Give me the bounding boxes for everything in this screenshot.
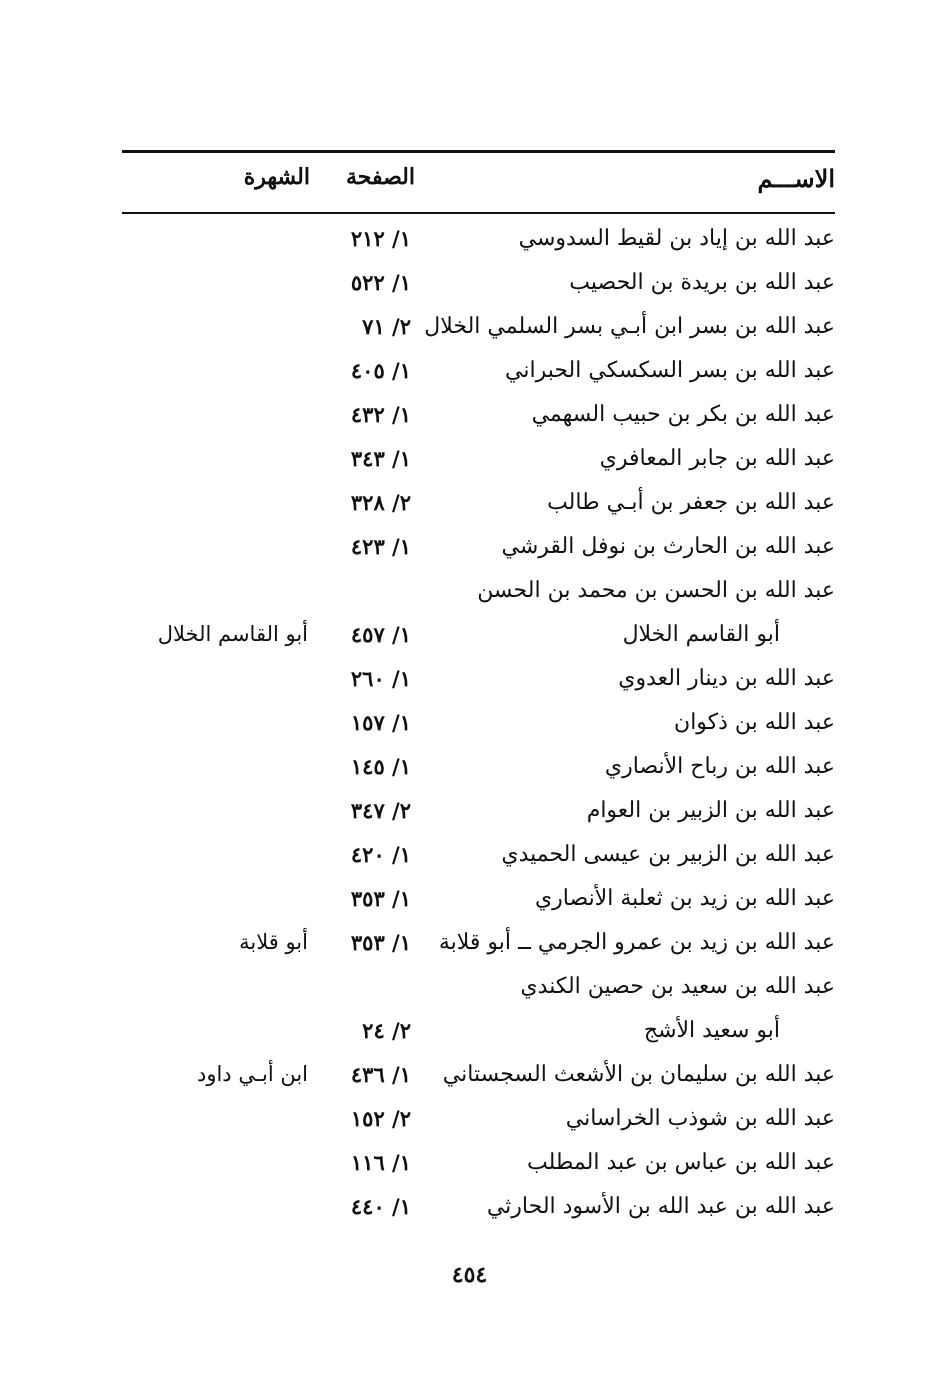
table-top-rule [122,150,835,153]
header-fame: الشهرة [243,164,310,190]
entry-name: عبد الله بن جعفر بن أبـي طالب [547,490,835,515]
entry-page: ٢/ ٧١ [362,314,411,339]
entry-name: عبد الله بن سعيد بن حصين الكندي [520,974,835,999]
entry-name: عبد الله بن ذكوان [674,710,835,735]
entry-page: ٢/ ١٥٢ [350,1106,411,1131]
entry-fame: أبو القاسم الخلال [157,622,308,646]
entry-page: ١/ ٤٣٢ [350,402,411,427]
table-row [122,1100,835,1144]
table-row [122,836,835,880]
table-row [122,308,835,352]
entry-name: عبد الله بن بسر ابن أبـي بسر السلمي الخلال [424,314,835,339]
header-page: الصفحة [345,164,415,190]
table-row [122,1144,835,1188]
entry-fame: أبو قلابة [239,930,308,954]
entry-page: ١/ ٣٥٣ [350,886,411,911]
table-row [122,264,835,308]
entry-page: ١/ ٤٤٠ [350,1194,411,1219]
entry-name: عبد الله بن دينار العدوي [618,666,835,691]
entry-page: ١/ ٢١٢ [350,226,411,251]
entry-name: عبد الله بن جابر المعافري [599,446,835,471]
entry-name: عبد الله بن عباس بن عبد المطلب [526,1150,835,1175]
entry-name: عبد الله بن سليمان بن الأشعث السجستاني [442,1062,835,1087]
table-row [122,1012,835,1056]
entry-page: ١/ ٢٦٠ [350,666,411,691]
table-row [122,484,835,528]
entry-page: ١/ ١١٦ [350,1150,411,1175]
table-row [122,352,835,396]
entry-name: عبد الله بن زيد بن ثعلبة الأنصاري [534,886,835,911]
table-row [122,528,835,572]
entry-page: ١/ ٥٢٢ [350,270,411,295]
table-row [122,616,835,660]
entry-fame: ابن أبـي داود [196,1062,308,1086]
entry-page: ٢/ ٣٤٧ [350,798,411,823]
table-row [122,968,835,1012]
table-row [122,924,835,968]
table-row [122,748,835,792]
entry-name: أبو سعيد الأشج [643,1018,780,1043]
entry-name: عبد الله بن الزبير بن العوام [586,798,835,823]
table-row [122,396,835,440]
entry-name: أبو القاسم الخلال [622,622,780,647]
table-header-rule [122,212,835,214]
entry-name: عبد الله بن الزبير بن عيسى الحميدي [501,842,835,867]
table-row [122,880,835,924]
entry-name: عبد الله بن عبد الله بن الأسود الحارثي [486,1194,835,1219]
entry-page: ١/ ٤٠٥ [350,358,411,383]
entry-page: ١/ ٤٢٠ [350,842,411,867]
table-row [122,704,835,748]
entry-name: عبد الله بن بريدة بن الحصيب [569,270,835,295]
table-body [122,220,835,1232]
entry-page: ٢/ ٢٤ [362,1018,411,1043]
header-name: الاســـم [757,164,835,193]
entry-page: ١/ ٤٢٣ [350,534,411,559]
entry-name: عبد الله بن زيد بن عمرو الجرمي ــ أبو قلابة [438,930,835,955]
entry-page: ١/ ١٥٧ [350,710,411,735]
page-number: ٤٥٤ [451,1262,488,1288]
table-row [122,440,835,484]
entry-page: ١/ ٣٥٣ [350,930,411,955]
table-row [122,572,835,616]
table-row [122,1056,835,1100]
table-row [122,660,835,704]
entry-name: عبد الله بن بكر بن حبيب السهمي [531,402,835,427]
table-header [122,160,835,204]
entry-name: عبد الله بن بسر السكسكي الحبراني [505,358,835,383]
entry-name: عبد الله بن إياد بن لقيط السدوسي [518,226,835,251]
entry-page: ١/ ٣٤٣ [350,446,411,471]
table-row [122,220,835,264]
entry-page: ١/ ١٤٥ [350,754,411,779]
entry-name: عبد الله بن الحارث بن نوفل القرشي [501,534,835,559]
entry-page: ١/ ٤٣٦ [350,1062,411,1087]
entry-name: عبد الله بن شوذب الخراساني [565,1106,835,1131]
table-row [122,1188,835,1232]
table-row [122,792,835,836]
entry-name: عبد الله بن رباح الأنصاري [604,754,835,779]
entry-page: ١/ ٤٥٧ [350,622,411,647]
entry-page: ٢/ ٣٢٨ [350,490,411,515]
entry-name: عبد الله بن الحسن بن محمد بن الحسن [477,578,835,603]
